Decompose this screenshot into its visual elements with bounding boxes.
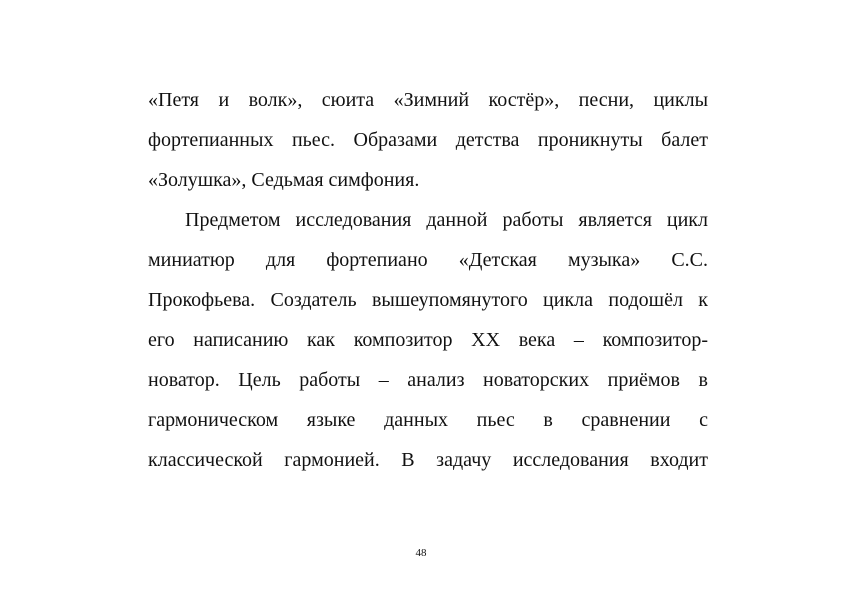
text-line: гармоническом языке данных пьес в сравнении с (148, 409, 708, 431)
text-line: его написанию как композитор XX века – композитор- (148, 329, 708, 351)
text-line: классической гармонией. В задачу исследования входит (148, 449, 708, 471)
text-line: миниатюр для фортепиано «Детская музыка» С.С. (148, 249, 708, 271)
body-text (148, 84, 708, 484)
text-line: Прокофьева. Создатель вышеупомянутого цикла подошёл к (148, 289, 708, 311)
paragraph-first-line: Предметом исследования данной работы является цикл (185, 209, 708, 231)
text-line: новатор. Цель работы – анализ новаторских приёмов в (148, 369, 708, 391)
text-line: фортепианных пьес. Образами детства проникнуты балет (148, 129, 708, 151)
text-line: «Золушка», Седьмая симфония. (148, 169, 420, 191)
page-number: 48 (415, 547, 427, 559)
text-line: «Петя и волк», сюита «Зимний костёр», песни, циклы (148, 89, 708, 111)
